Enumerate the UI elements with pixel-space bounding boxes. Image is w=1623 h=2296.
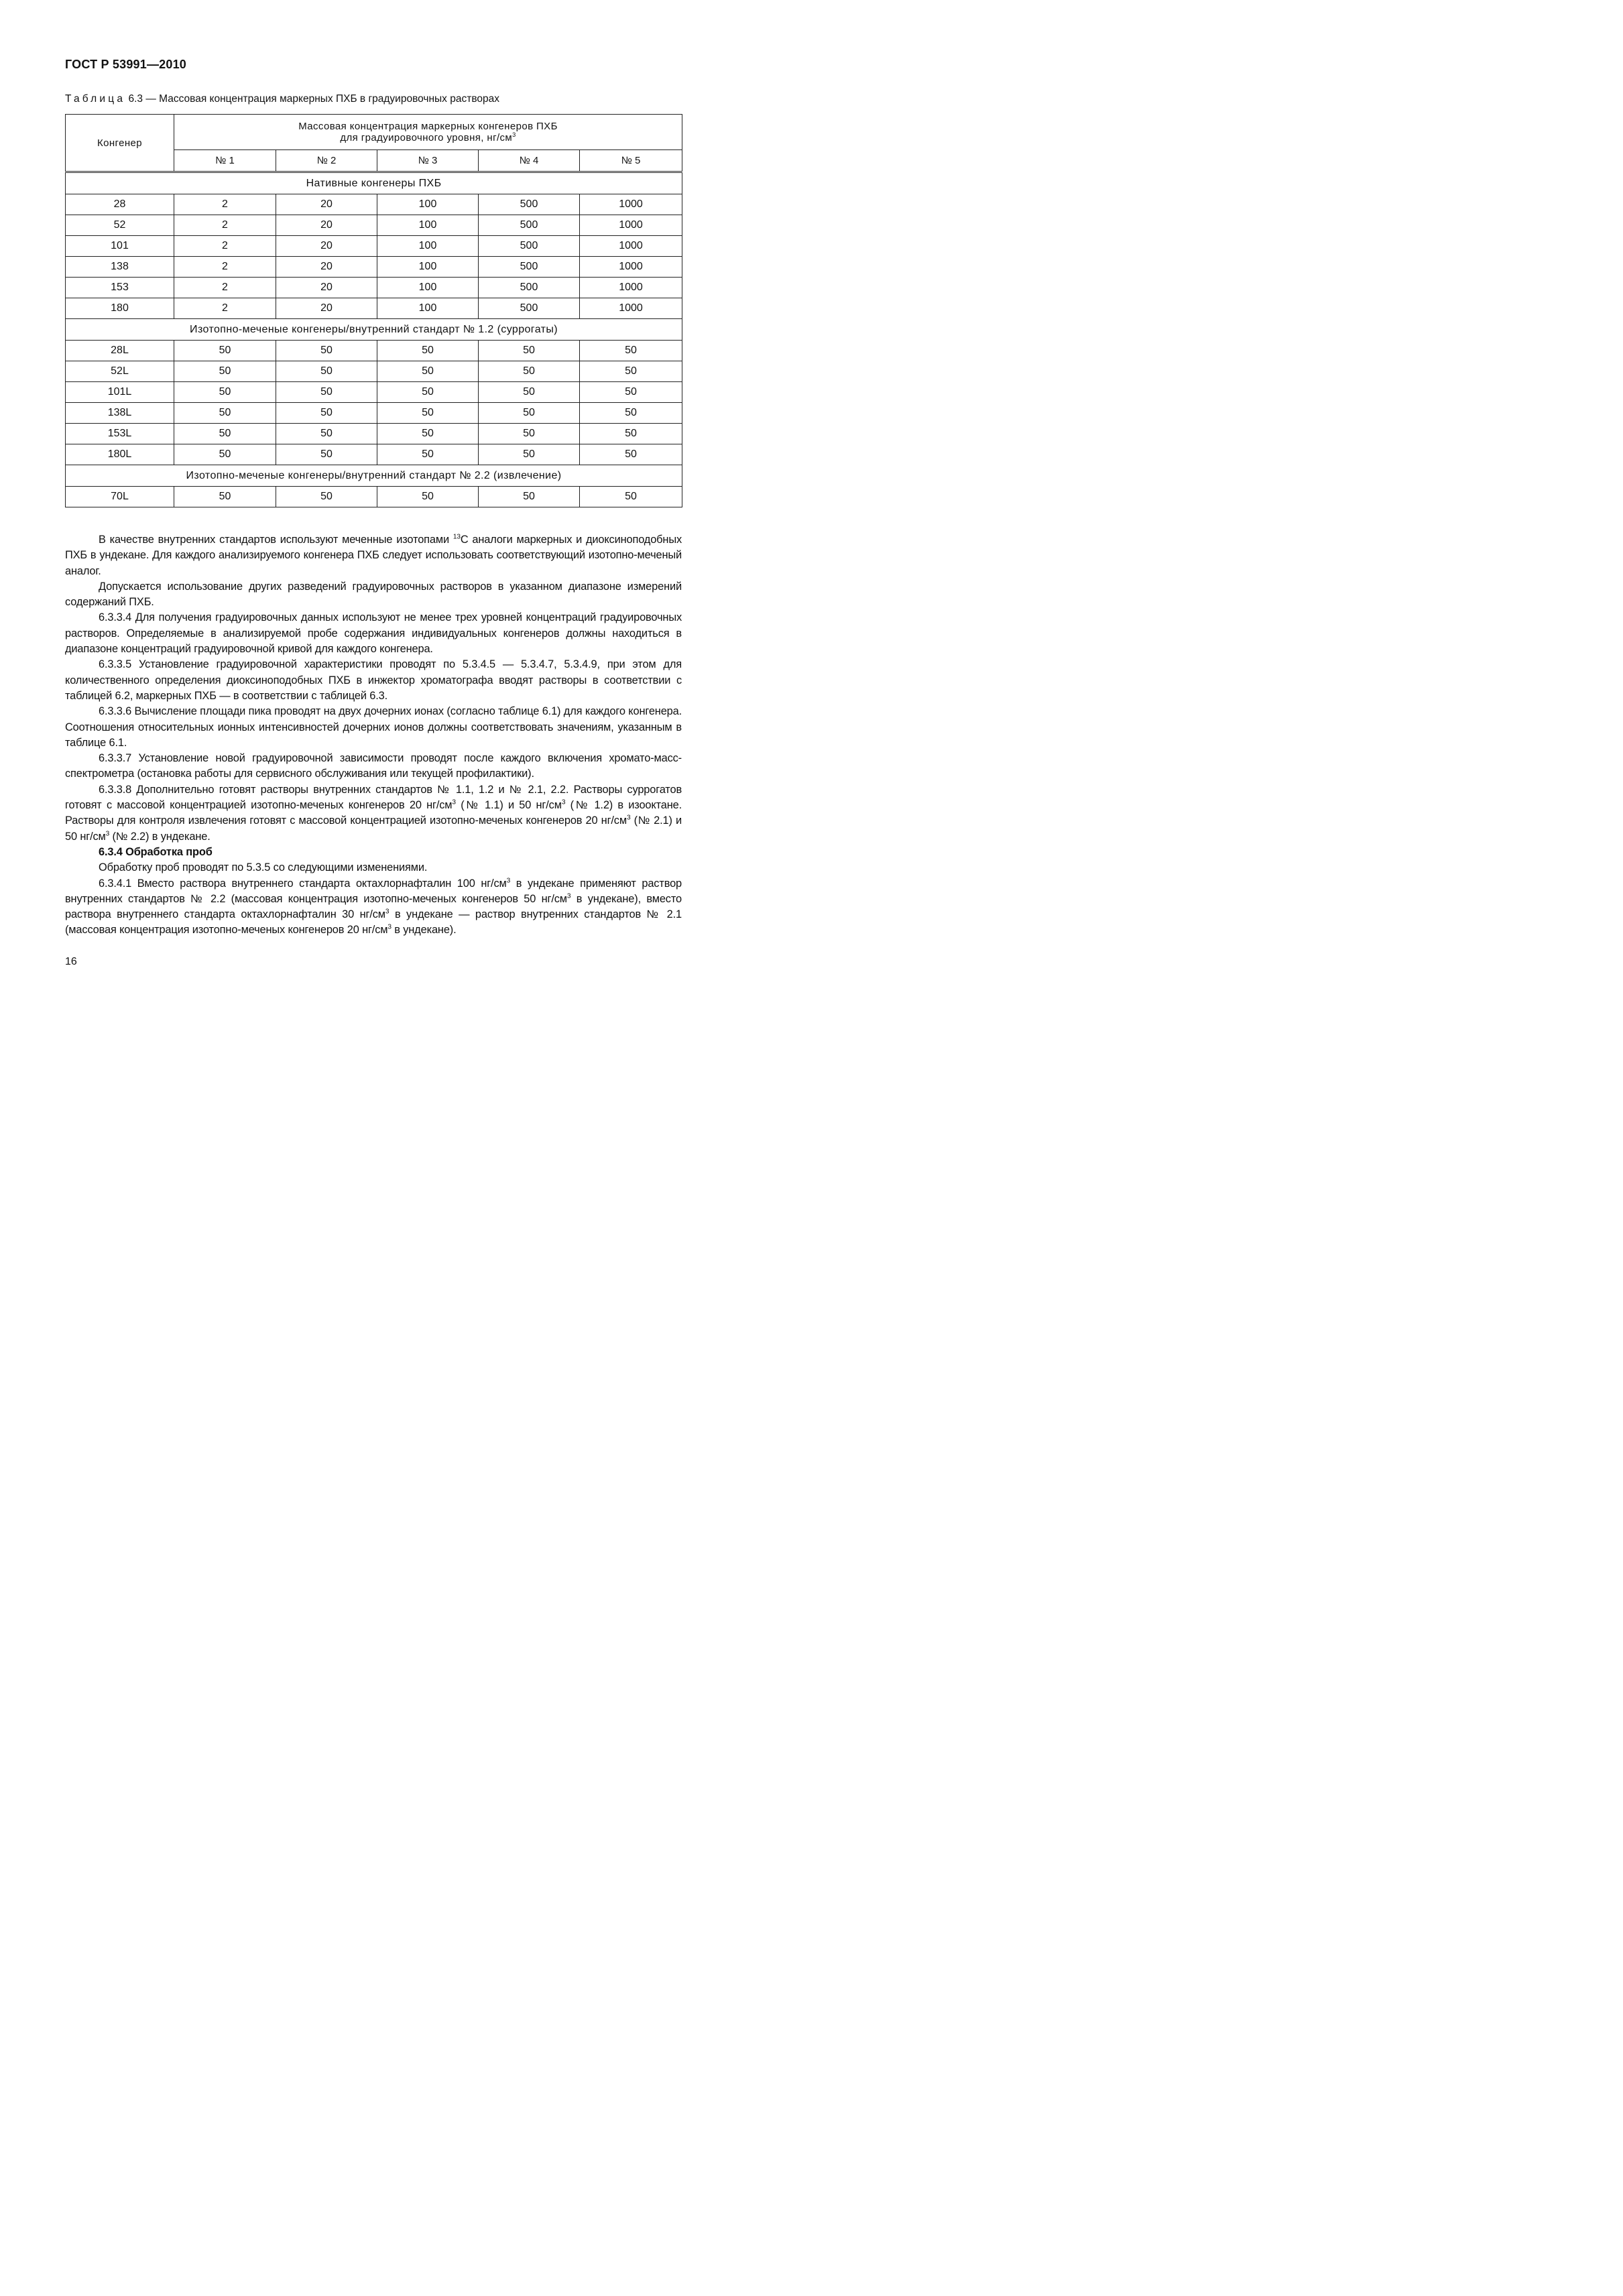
- table-row: [66, 194, 682, 215]
- concentration-cell: 50: [276, 341, 377, 361]
- congener-cell: 52: [66, 215, 174, 236]
- congener-cell: 138L: [66, 403, 174, 424]
- concentration-cell: 50: [377, 382, 479, 403]
- concentration-cell: 2: [174, 215, 276, 236]
- text-run: в ундекане — раствор внутренних стандартов № 2.1 (массовая концентрация изотопно-меченых конгенеров 20 нг/см: [65, 908, 682, 936]
- concentration-cell: 50: [479, 403, 580, 424]
- superscript: 3: [566, 892, 571, 900]
- table-row: [66, 236, 682, 257]
- calibration-table: [65, 114, 682, 507]
- text-run: в ундекане применяют раствор внутренних стандартов № 2.2 (массовая концентрация изотопно-меченых конгенеров 50 нг/см: [65, 877, 682, 905]
- congener-cell: 180: [66, 298, 174, 319]
- concentration-cell: 2: [174, 298, 276, 319]
- body-text: [65, 532, 682, 939]
- concentration-cell: 50: [276, 424, 377, 444]
- concentration-cell: 100: [377, 236, 479, 257]
- concentration-cell: 2: [174, 236, 276, 257]
- concentration-cell: 1000: [580, 236, 682, 257]
- concentration-cell: 500: [479, 236, 580, 257]
- concentration-cell: 20: [276, 278, 377, 298]
- text-run: 6.3.3.6 Вычисление площади пика проводят на двух дочерних ионах (согласно таблице 6.1) для каждого конгенера. Соотношения относительных ионных интенсивностей дочерних ионов должны соответствовать значениям, указанным в таблице 6.1.: [65, 705, 682, 749]
- column-header-level: № 3: [377, 150, 479, 172]
- paragraph: [65, 860, 682, 875]
- concentration-cell: 100: [377, 278, 479, 298]
- concentration-cell: 20: [276, 194, 377, 215]
- concentration-cell: 50: [174, 382, 276, 403]
- concentration-cell: 50: [377, 444, 479, 465]
- paragraph: [65, 751, 682, 782]
- congener-cell: 28L: [66, 341, 174, 361]
- text-run: (№ 2.2) в ундекане.: [109, 830, 211, 843]
- concentration-cell: 50: [580, 361, 682, 382]
- paragraph: [65, 579, 682, 611]
- text-run: 6.3.3.5 Установление градуировочной характеристики проводят по 5.3.4.5 — 5.3.4.7, 5.3.4.9, при этом для количественного определения диоксиноподобных ПХБ в инжектор хроматографа вводят растворы в соответствии с таблицей 6.2, маркерных ПХБ — в соответствии с таблицей 6.3.: [65, 658, 682, 702]
- concentration-cell: 50: [276, 403, 377, 424]
- column-header-level: № 1: [174, 150, 276, 172]
- table-caption: [65, 93, 499, 105]
- section-heading: [65, 845, 682, 860]
- superscript: 3: [105, 830, 110, 838]
- concentration-cell: 50: [174, 444, 276, 465]
- congener-cell: 52L: [66, 361, 174, 382]
- concentration-cell: 2: [174, 278, 276, 298]
- superscript: 3: [506, 877, 511, 885]
- concentration-cell: 50: [580, 444, 682, 465]
- concentration-cell: 50: [479, 424, 580, 444]
- text-run: 6.3.4.1 Вместо раствора внутреннего стандарта октахлорнафталин 100 нг/см: [99, 877, 507, 890]
- concentration-cell: 100: [377, 257, 479, 278]
- concentration-cell: 50: [174, 361, 276, 382]
- table-row: [66, 215, 682, 236]
- concentration-cell: 500: [479, 298, 580, 319]
- superscript: 3: [387, 923, 392, 931]
- concentration-cell: 50: [479, 361, 580, 382]
- paragraph: [65, 782, 682, 845]
- concentration-cell: 500: [479, 215, 580, 236]
- text-run: (№ 1.2) в изооктане. Растворы для контроля извлечения готовят с массовой концентрацией изотопно-меченых конгенеров 20 нг/см: [65, 799, 682, 827]
- concentration-cell: 50: [580, 341, 682, 361]
- concentration-cell: 100: [377, 194, 479, 215]
- text-run: С аналоги маркерных и диоксиноподобных ПХБ в ундекане. Для каждого анализируемого конгенера ПХБ следует использовать соответствующий изотопно-меченый аналог.: [65, 534, 682, 577]
- section-title: Нативные конгенеры ПХБ: [66, 172, 682, 194]
- concentration-cell: 50: [276, 361, 377, 382]
- section-row: [66, 319, 682, 341]
- section-title: Изотопно-меченые конгенеры/внутренний стандарт № 1.2 (суррогаты): [66, 319, 682, 341]
- concentration-cell: 500: [479, 257, 580, 278]
- page-number: 16: [65, 956, 77, 967]
- superscript: 13: [453, 533, 461, 541]
- congener-cell: 180L: [66, 444, 174, 465]
- concentration-cell: 50: [479, 487, 580, 507]
- superscript: 3: [385, 908, 389, 916]
- concentration-cell: 1000: [580, 278, 682, 298]
- column-header-line2: для градуировочного уровня, нг/см: [340, 132, 513, 143]
- paragraph: [65, 610, 682, 657]
- section-title: Изотопно-меченые конгенеры/внутренний стандарт № 2.2 (извлечение): [66, 465, 682, 487]
- concentration-cell: 50: [276, 487, 377, 507]
- concentration-cell: 1000: [580, 194, 682, 215]
- concentration-cell: 50: [377, 361, 479, 382]
- concentration-cell: 1000: [580, 257, 682, 278]
- table-row: [66, 403, 682, 424]
- text-run: 6.3.3.4 Для получения градуировочных данных используют не менее трех уровней концентраций градуировочных растворов. Определяемые в анализируемой пробе содержания индивидуальных конгенеров должны находиться в диапазоне концентраций градуировочной кривой для каждого конгенера.: [65, 611, 682, 656]
- congener-cell: 70L: [66, 487, 174, 507]
- concentration-cell: 50: [580, 424, 682, 444]
- concentration-cell: 20: [276, 215, 377, 236]
- paragraph: [65, 704, 682, 751]
- table-row: [66, 487, 682, 507]
- paragraph: [65, 657, 682, 704]
- concentration-cell: 1000: [580, 298, 682, 319]
- document-header: ГОСТ Р 53991—2010: [65, 58, 187, 71]
- column-header-concentration: [174, 115, 682, 150]
- concentration-cell: 1000: [580, 215, 682, 236]
- text-run: 6.3.3.7 Установление новой градуировочной зависимости проводят после каждого включения хромато-масс-спектрометра (остановка работы для сервисного обслуживания или текущей профилактики).: [65, 752, 682, 780]
- concentration-cell: 2: [174, 194, 276, 215]
- concentration-cell: 20: [276, 298, 377, 319]
- concentration-cell: 50: [174, 341, 276, 361]
- concentration-cell: 50: [479, 382, 580, 403]
- table-row: [66, 424, 682, 444]
- concentration-cell: 100: [377, 298, 479, 319]
- table-row: [66, 257, 682, 278]
- congener-cell: 101: [66, 236, 174, 257]
- column-header-congener: Конгенер: [66, 115, 174, 172]
- superscript: 3: [452, 798, 456, 806]
- concentration-cell: 50: [580, 382, 682, 403]
- congener-cell: 101L: [66, 382, 174, 403]
- concentration-cell: 50: [580, 487, 682, 507]
- column-header-sup: 3: [512, 131, 516, 138]
- text-run: Допускается использование других разведений градуировочных растворов в указанном диапазоне измерений содержаний ПХБ.: [65, 580, 682, 609]
- table-row: [66, 278, 682, 298]
- text-run: (№ 2.1) и 50 нг/см: [65, 814, 682, 843]
- text-run: 6.3.3.8 Дополнительно готовят растворы внутренних стандартов № 1.1, 1.2 и № 2.1, 2.2. Растворы суррогатов готовят с массовой концентрацией изотопно-меченых конгенеров 20 нг/см: [65, 783, 682, 812]
- column-header-level: № 2: [276, 150, 377, 172]
- table-row: [66, 298, 682, 319]
- table-row: [66, 341, 682, 361]
- concentration-cell: 20: [276, 236, 377, 257]
- paragraph: [65, 876, 682, 939]
- concentration-cell: 50: [377, 424, 479, 444]
- text-run: в ундекане).: [391, 924, 457, 936]
- concentration-cell: 50: [479, 341, 580, 361]
- superscript: 3: [626, 814, 631, 822]
- concentration-cell: 50: [479, 444, 580, 465]
- concentration-cell: 2: [174, 257, 276, 278]
- column-header-level: № 4: [479, 150, 580, 172]
- table-caption-text: 6.3 — Массовая концентрация маркерных ПХБ в градуировочных растворах: [125, 93, 499, 105]
- concentration-cell: 50: [377, 487, 479, 507]
- congener-cell: 153: [66, 278, 174, 298]
- text-run: Обработку проб проводят по 5.3.5 со следующими изменениями.: [99, 861, 428, 874]
- congener-cell: 138: [66, 257, 174, 278]
- table-row: [66, 382, 682, 403]
- concentration-cell: 50: [174, 487, 276, 507]
- concentration-cell: 20: [276, 257, 377, 278]
- column-header-line1: Массовая концентрация маркерных конгенеров ПХБ: [298, 121, 558, 132]
- text-run: В качестве внутренних стандартов используют меченные изотопами: [99, 534, 453, 546]
- text-run: 6.3.4 Обработка проб: [99, 845, 213, 858]
- concentration-cell: 50: [580, 403, 682, 424]
- section-row: [66, 465, 682, 487]
- table-caption-word: Таблица: [65, 93, 126, 105]
- paragraph: [65, 532, 682, 579]
- section-row: [66, 172, 682, 194]
- table-row: [66, 361, 682, 382]
- concentration-cell: 50: [377, 341, 479, 361]
- concentration-cell: 100: [377, 215, 479, 236]
- superscript: 3: [561, 798, 566, 806]
- table-row: [66, 444, 682, 465]
- congener-cell: 153L: [66, 424, 174, 444]
- concentration-cell: 50: [377, 403, 479, 424]
- concentration-cell: 50: [276, 444, 377, 465]
- congener-cell: 28: [66, 194, 174, 215]
- column-header-level: № 5: [580, 150, 682, 172]
- concentration-cell: 50: [174, 403, 276, 424]
- concentration-cell: 50: [276, 382, 377, 403]
- concentration-cell: 500: [479, 194, 580, 215]
- concentration-cell: 500: [479, 278, 580, 298]
- table-body: [66, 172, 682, 507]
- text-run: в ундекане), вместо раствора внутреннего стандарта октахлорнафталин 30 нг/см: [65, 892, 682, 921]
- text-run: (№ 1.1) и 50 нг/см: [455, 799, 562, 812]
- concentration-cell: 50: [174, 424, 276, 444]
